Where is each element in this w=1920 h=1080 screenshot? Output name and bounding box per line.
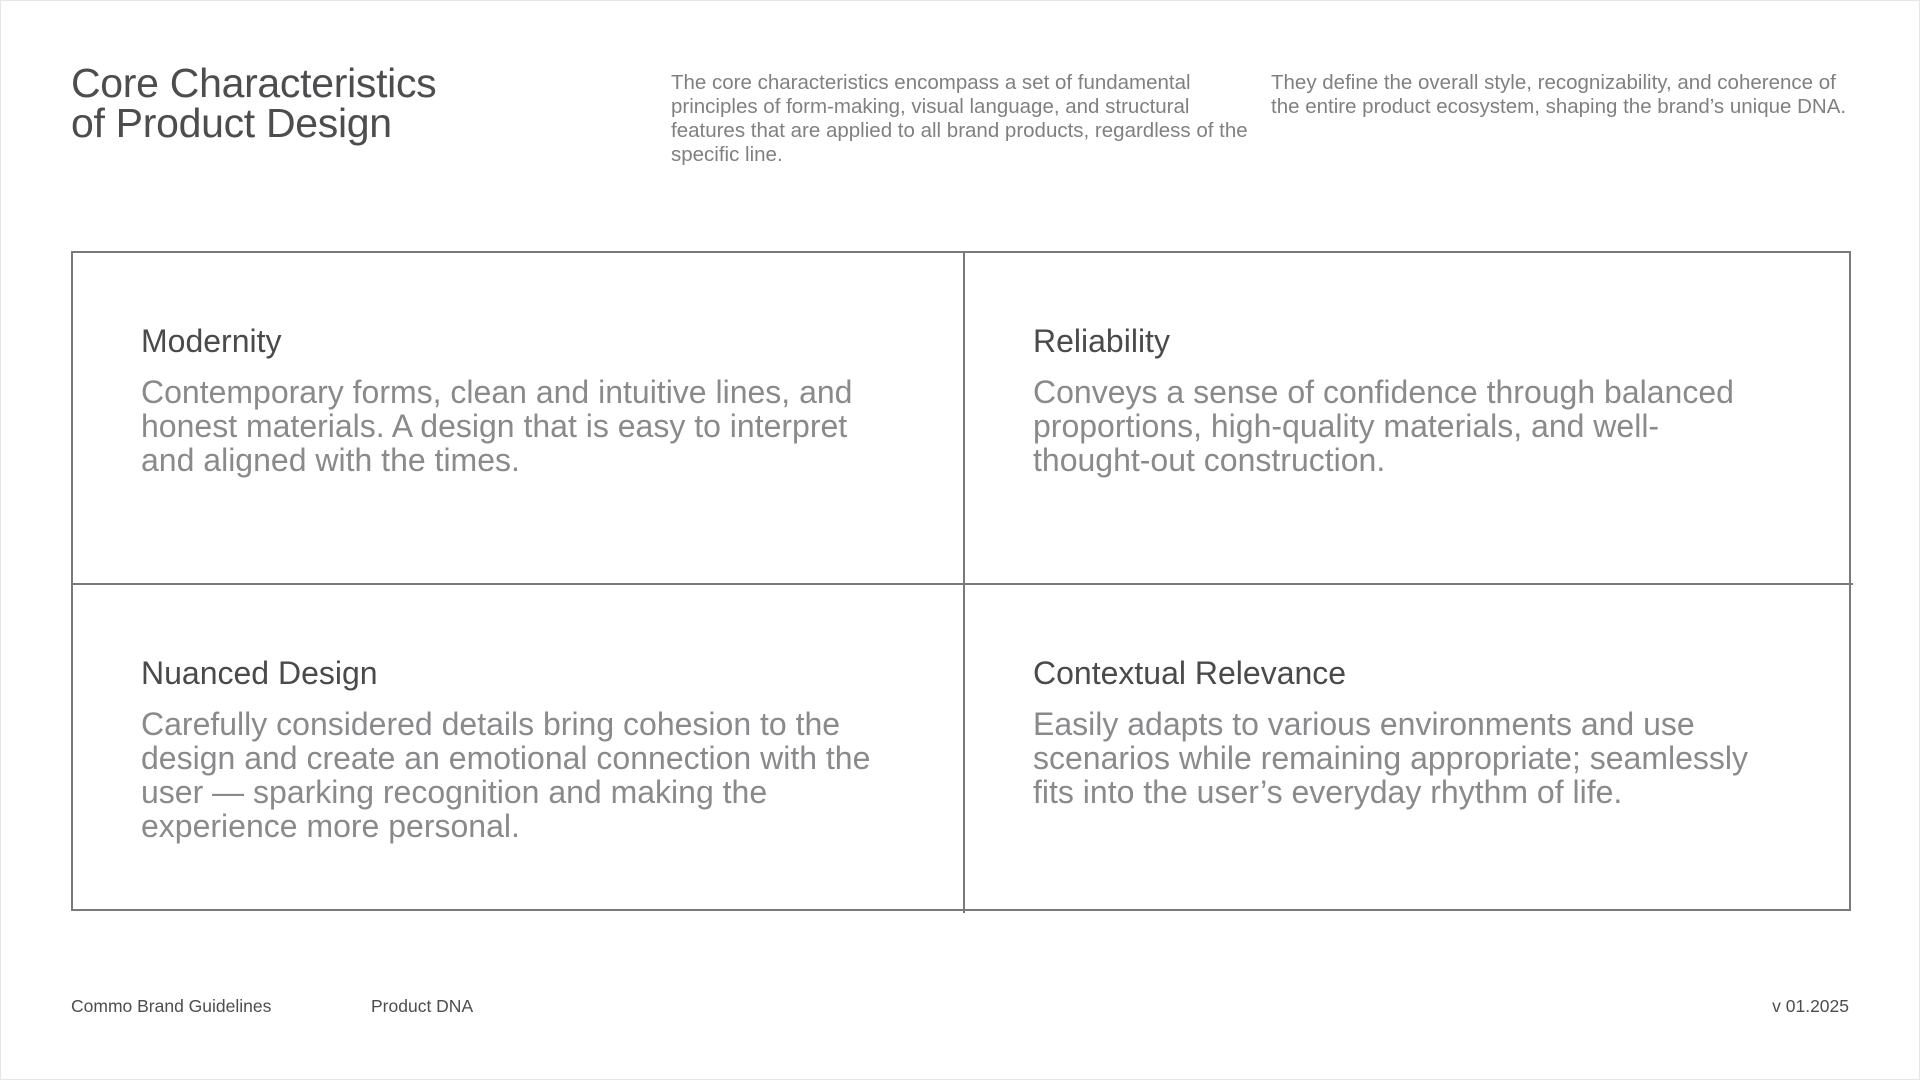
intro-paragraph-2: They define the overall style, recognizability, and coherence of the entire product ecosystem, shaping the brand’s unique DNA. [1271,71,1847,118]
footer-brand: Commo Brand Guidelines [71,996,272,1016]
characteristic-title: Nuanced Design [141,655,378,691]
characteristic-card-contextual-relevance [963,583,1853,913]
page-title-line-2: of Product Design [71,100,392,146]
page-title-line-1: Core Characteristics [71,60,437,106]
characteristic-description: Contemporary forms, clean and intuitive lines, and honest materials. A design that is easy to interpret and aligned with the times. [141,374,853,478]
characteristic-description: Conveys a sense of confidence through balanced proportions, high-quality materials, and well-thought-out construction. [1033,374,1734,478]
characteristic-description: Carefully considered details bring cohesion to the design and create an emotional connection with the user — sparking recognition and making the experience more personal. [141,706,871,844]
characteristic-title: Reliability [1033,323,1170,359]
characteristics-grid [71,251,1851,911]
characteristic-description: Easily adapts to various environments and use scenarios while remaining appropriate; seamlessly fits into the user’s everyday rhythm of life. [1033,706,1748,810]
characteristic-card-modernity [73,253,963,583]
footer-version: v 01.2025 [1772,996,1849,1016]
page-title [71,60,571,146]
characteristic-card-reliability [963,253,1853,583]
characteristic-title: Contextual Relevance [1033,655,1347,691]
characteristic-card-nuanced-design [73,583,963,913]
characteristic-title: Modernity [141,323,282,359]
intro-paragraph-1: The core characteristics encompass a set of fundamental principles of form-making, visual language, and structural features that are applied to all brand products, regardless of the specific line. [671,71,1248,166]
footer-section: Product DNA [371,996,474,1016]
